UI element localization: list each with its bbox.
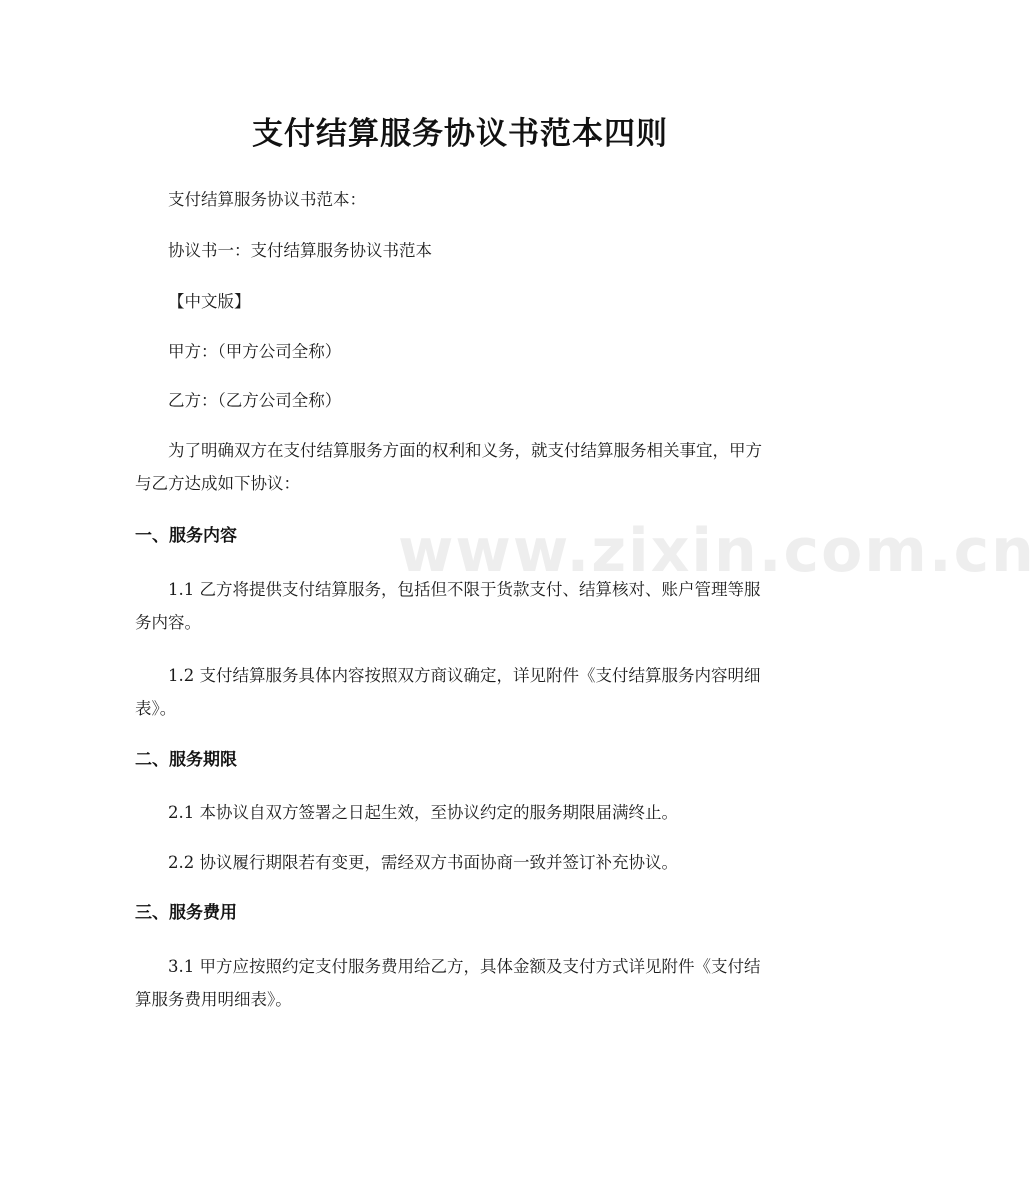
clause-paragraph: 2.2 协议履行期限若有变更，需经双方书面协商一致并签订补充协议。	[168, 853, 678, 872]
party-a-line: 甲方：（甲方公司全称）	[168, 342, 342, 361]
preamble-paragraph: 为了明确双方在支付结算服务方面的权利和义务，就支付结算服务相关事宜，甲方与乙方达成如下协议：	[135, 441, 762, 493]
clause-paragraph: 3.1 甲方应按照约定支付服务费用给乙方，具体金额及支付方式详见附件《支付结算服务费用明细表》。	[135, 957, 761, 1009]
clause-paragraph: 1.1 乙方将提供支付结算服务，包括但不限于货款支付、结算核对、账户管理等服务内容。	[135, 580, 761, 632]
section-heading: 一、服务内容	[135, 526, 237, 546]
version-label: 【中文版】	[168, 292, 251, 311]
document-title: 支付结算服务协议书范本四则	[252, 116, 668, 152]
intro-paragraph: 支付结算服务协议书范本：	[168, 190, 366, 209]
section-heading: 二、服务期限	[135, 750, 237, 770]
clause-paragraph: 1.2 支付结算服务具体内容按照双方商议确定，详见附件《支付结算服务内容明细表》。	[135, 666, 761, 718]
party-b-line: 乙方：（乙方公司全称）	[168, 391, 342, 410]
section-heading: 三、服务费用	[135, 903, 237, 923]
agreement-one-heading: 协议书一：支付结算服务协议书范本	[168, 241, 432, 260]
watermark: www.zixin.com.cn	[398, 516, 1036, 586]
clause-paragraph: 2.1 本协议自双方签署之日起生效，至协议约定的服务期限届满终止。	[168, 803, 678, 822]
